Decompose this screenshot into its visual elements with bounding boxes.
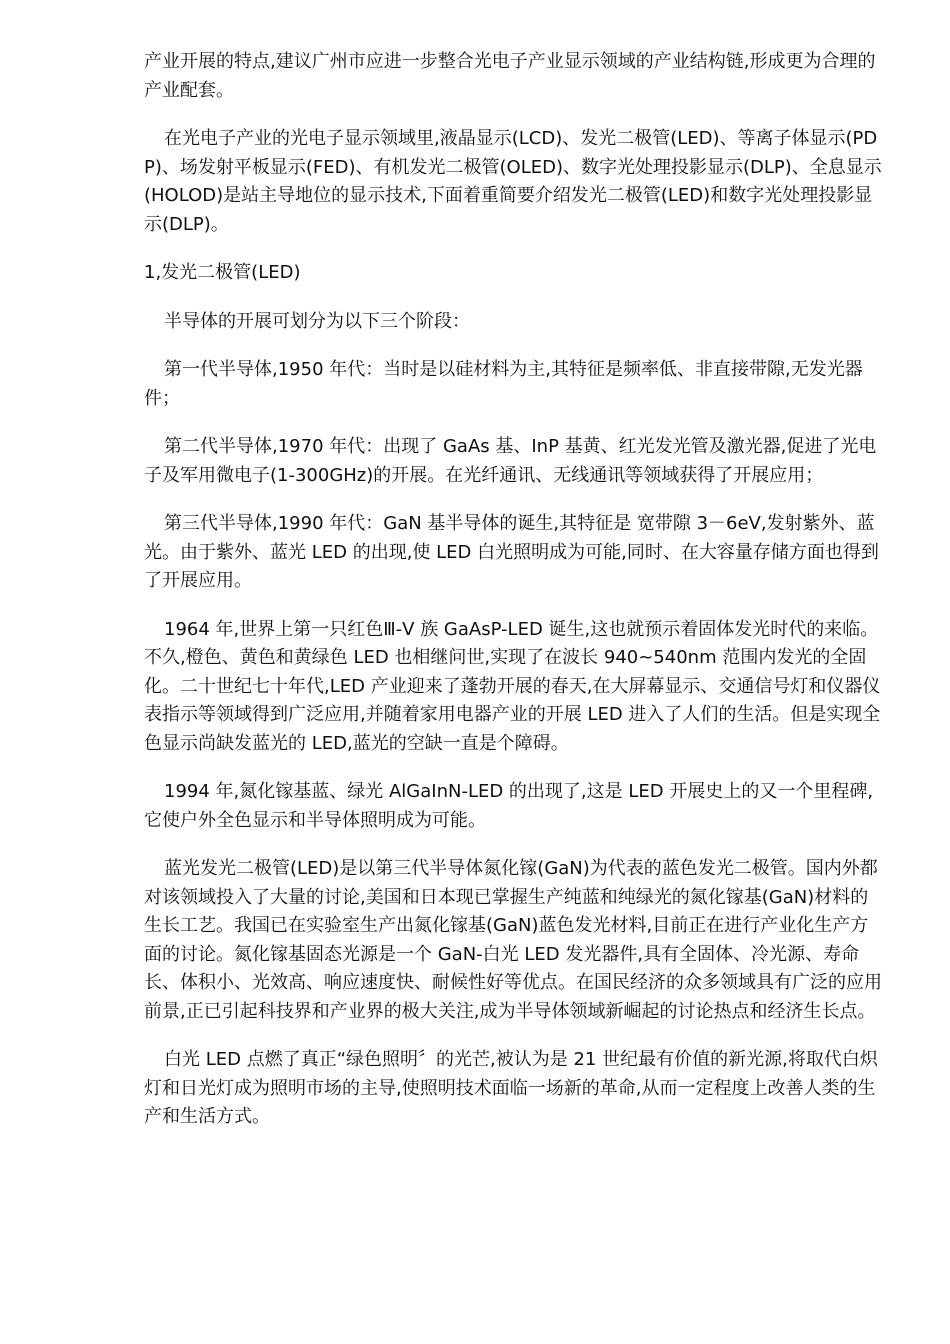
- paragraph-6: 第二代半导体,1970 年代：出现了 GaAs 基、InP 基黄、红光发光管及激光器,促进了光电子及军用微电子(1-300GHz)的开展。在光纤通讯、无线通讯等领域获得了开展应用；: [144, 436, 877, 486]
- paragraph-4: 半导体的开展可划分为以下三个阶段：: [164, 310, 470, 332]
- paragraph-1: 产业开展的特点,建议广州市应进一步整合光电子产业显示领域的产业结构链,形成更为合理的产业配套。: [144, 51, 876, 101]
- paragraph-11: 白光 LED 点燃了真正“绿色照明〞的光芒,被认为是 21 世纪最有价值的新光源,将取代白炽灯和日光灯成为照明市场的主导,使照明技术面临一场新的革命,从而一定程度上改善人类的生产和生活方式。: [144, 1049, 878, 1127]
- document-body: [144, 48, 884, 1152]
- paragraph-8: 1964 年,世界上第一只红色Ⅲ-Ⅴ 族 GaAsP-LED 诞生,这也就预示着固体发光时代的来临。不久,橙色、黄色和黄绿色 LED 也相继问世,实现了在波长 940~540nm 范围内发光的全固化。二十世纪七十年代,LED 产业迎来了蓬勃开展的春天,在大屏幕显示、交通信号灯和仪器仪表指示等领域得到广泛应用,并随着家用电器产业的开展 LED 进入了人们的生活。但是实现全色显示尚缺发蓝光的 LED,蓝光的空缺一直是个障碍。: [144, 618, 881, 754]
- paragraph-5: 第一代半导体,1950 年代：当时是以硅材料为主,其特征是频率低、非直接带隙,无发光器件；: [144, 359, 863, 409]
- paragraph-7: 第三代半导体,1990 年代：GaN 基半导体的诞生,其特征是 宽带隙 3－6eV,发射紫外、蓝光。由于紫外、蓝光 LED 的出现,使 LED 白光照明成为可能,同时、在大容量存储方面也得到了开展应用。: [144, 513, 879, 591]
- paragraph-10: 蓝光发光二极管(LED)是以第三代半导体氮化镓(GaN)为代表的蓝色发光二极管。国内外都对该领域投入了大量的讨论,美国和日本现已掌握生产纯蓝和纯绿光的氮化镓基(GaN)材料的生长工艺。我国已在实验室生产出氮化镓基(GaN)蓝色发光材料,目前正在进行产业化生产方面的讨论。氮化镓基固态光源是一个 GaN-白光 LED 发光器件,具有全固体、冷光源、寿命长、体积小、光效高、响应速度快、耐候性好等优点。在国民经济的众多领域具有广泛的应用前景,正已引起科技界和产业界的极大关注,成为半导体领域新崛起的讨论热点和经济生长点。: [144, 858, 882, 1022]
- paragraph-2: 在光电子产业的光电子显示领域里,液晶显示(LCD)、发光二极管(LED)、等离子体显示(PDP)、场发射平板显示(FED)、有机发光二极管(OLED)、数字光处理投影显示(DLP)、全息显示(HOLOD)是站主导地位的显示技术,下面着重简要介绍发光二极管(LED)和数字光处理投影显示(DLP)。: [144, 128, 882, 235]
- paragraph-9: 1994 年,氮化镓基蓝、绿光 AlGaInN-LED 的出现了,这是 LED 开展史上的又一个里程碑,它使户外全色显示和半导体照明成为可能。: [144, 781, 874, 831]
- section-heading-led: 1,发光二极管(LED): [144, 262, 301, 283]
